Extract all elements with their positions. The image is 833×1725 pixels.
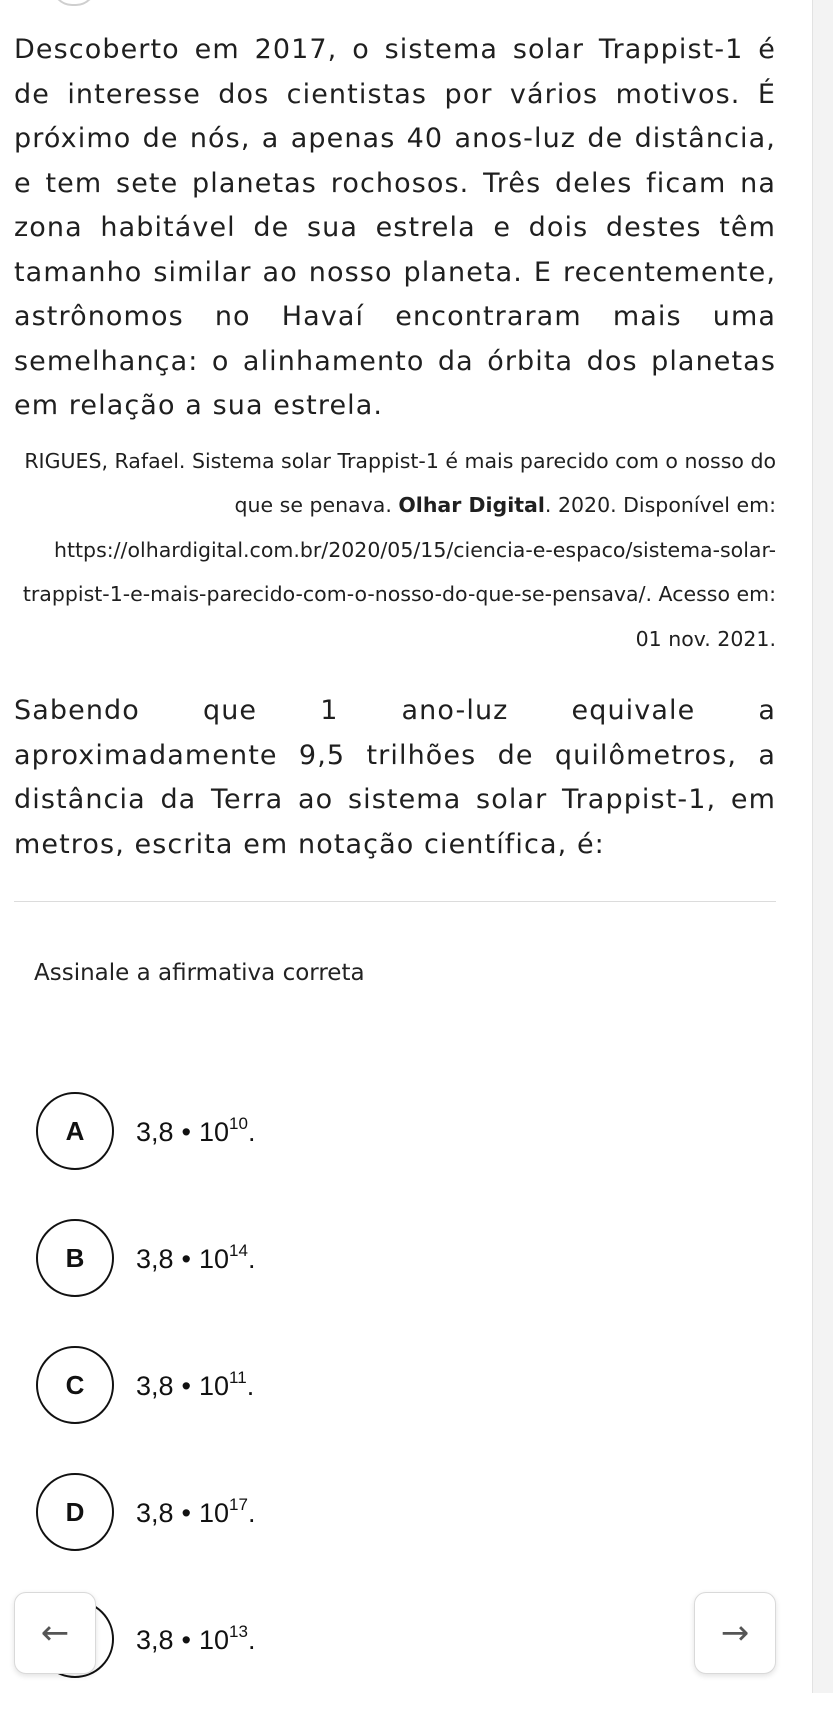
citation-journal: Olhar Digital [398, 493, 545, 517]
option-a[interactable] [36, 1090, 255, 1172]
option-letter: A [36, 1092, 114, 1170]
option-value: 3,8 • $10^{14}$. [136, 1241, 256, 1274]
passage-text: Descoberto em 2017, o sistema solar Trappist-1 é de interesse dos cientistas por vários motivos. É próximo de nós, a apenas 40 anos-luz de distância, e tem sete planetas rochosos. Três deles ficam na zona habitável de sua estrela e dois destes têm tamanho similar ao nosso planeta. E recentemente, astrônomos no Havaí encontraram mais uma semelhança: o alinhamento da órbita dos planetas em relação a sua estrela. [14, 34, 776, 421]
option-letter: C [36, 1346, 114, 1424]
arrow-right-icon: → [720, 1613, 750, 1653]
option-letter: D [36, 1473, 114, 1551]
option-value: 3,8 • $10^{17}$. [136, 1495, 256, 1528]
divider [14, 901, 776, 902]
option-value: 3,8 • $10^{13}$. [136, 1622, 256, 1655]
citation-before: RIGUES, Rafael. Sistema solar Trappist-1 é mais parecido com o nosso do que se penava. [24, 448, 776, 517]
option-value: 3,8 • $10^{10}$. [136, 1114, 256, 1147]
citation [14, 439, 776, 662]
previous-button[interactable] [14, 1592, 96, 1674]
question-content [14, 0, 776, 986]
option-letter: B [36, 1219, 114, 1297]
next-button[interactable] [694, 1592, 776, 1674]
scrollbar-track[interactable] [812, 0, 833, 1693]
option-c[interactable] [36, 1344, 255, 1426]
instruction-text: Assinale a afirmativa correta [34, 960, 365, 986]
option-d[interactable] [36, 1471, 255, 1553]
arrow-left-icon: ← [40, 1613, 70, 1653]
option-b[interactable] [36, 1217, 255, 1299]
option-value: 3,8 • $10^{11}$. [136, 1368, 255, 1401]
citation-after: . 2020. Disponível em: https://olhardigital.com.br/2020/05/15/ciencia-e-espaco/sistema-solar-trappist-1-e-mais-parecido-com-o-nosso-do-que-se-pensava/. Acesso em: 01 nov. 2021. [22, 493, 776, 651]
question-text: Sabendo que 1 ano-luz equivale a aproximadamente 9,5 trilhões de quilômetros, a distância da Terra ao sistema solar Trappist-1, em metros, escrita em notação científica, é: [14, 695, 776, 860]
